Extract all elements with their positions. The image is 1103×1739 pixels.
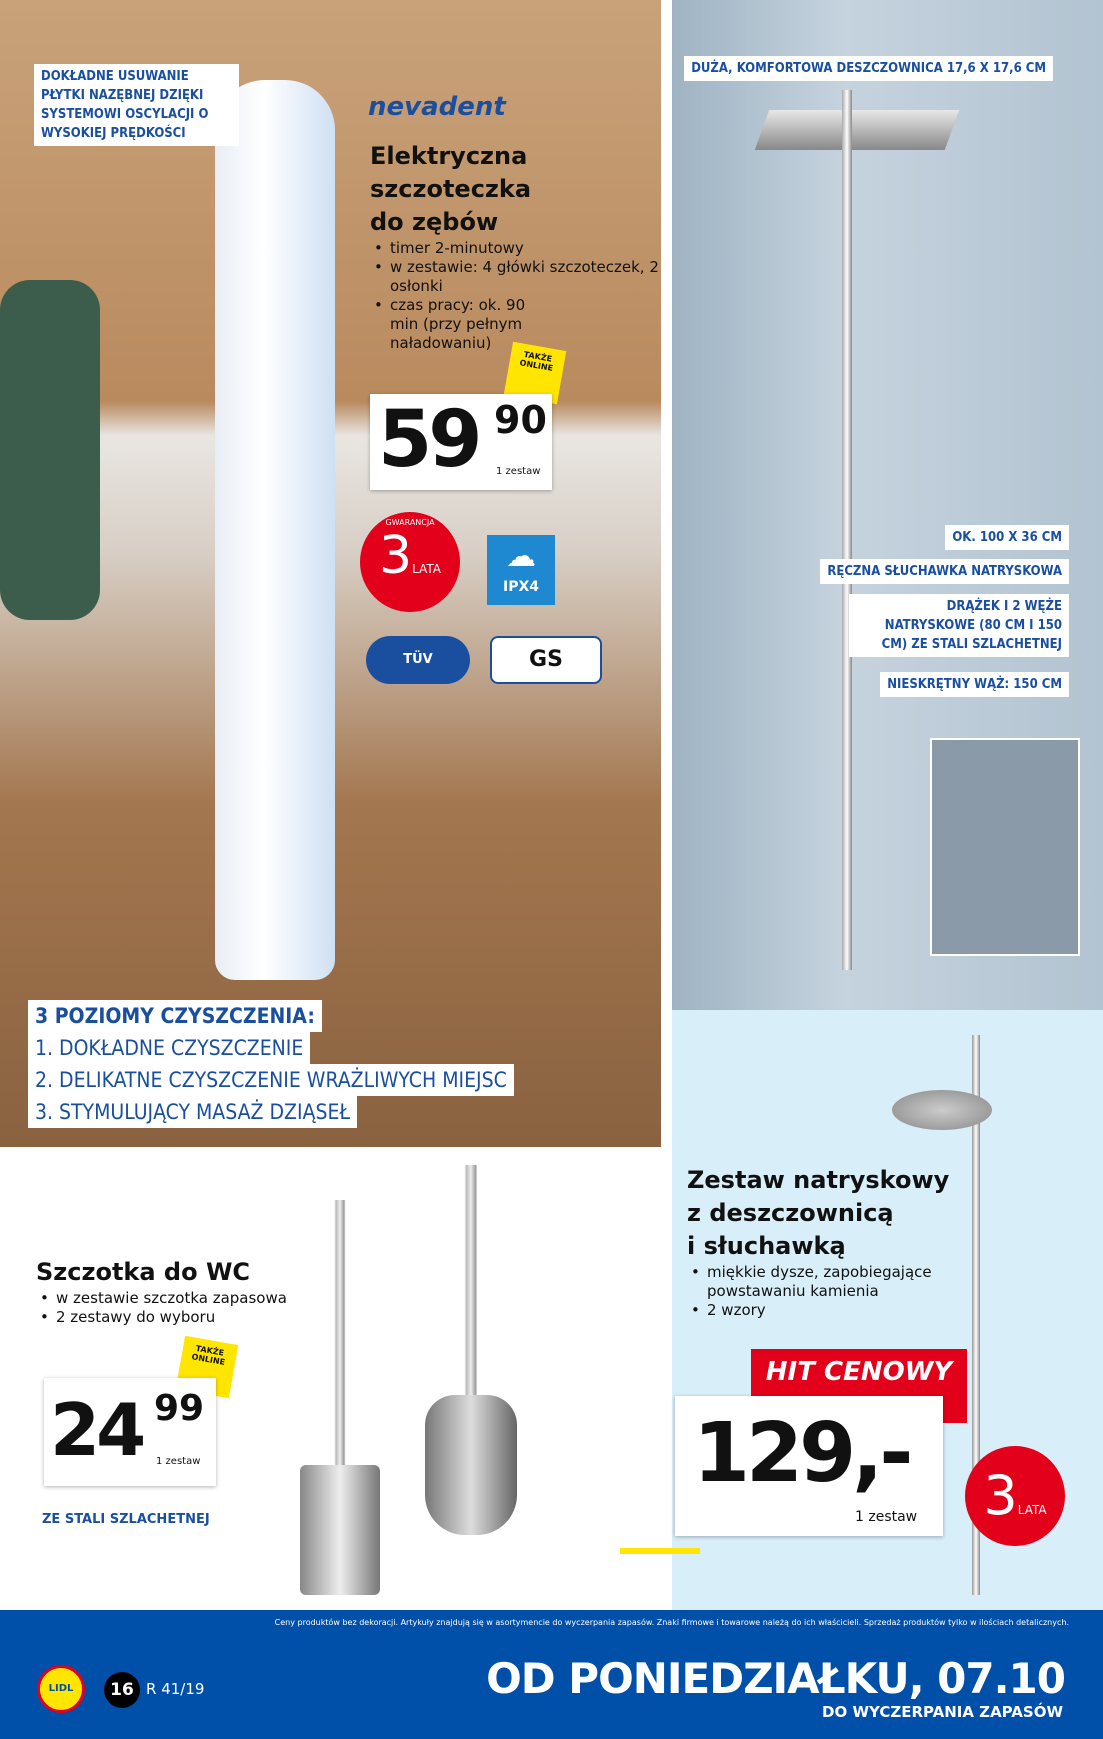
online-badge-wc[interactable]: TAKŻE ONLINE xyxy=(176,1336,239,1399)
tuv-cert: TÜV xyxy=(366,636,470,684)
offer-date-headline: OD PONIEDZIAŁKU, 07.10 xyxy=(486,1654,1065,1703)
wc-brush-info: Szczotka do WC • w zestawie szczotka zapasowa • 2 zestawy do wyboru xyxy=(36,1256,287,1327)
shower-price: 129,- 1 zestaw xyxy=(675,1396,943,1536)
wc-price: 24 99 1 zestaw xyxy=(44,1378,216,1486)
wc-brush-image-1 xyxy=(300,1200,380,1595)
disclaimer: Ceny produktów bez dekoracji. Artykuły znajdują się w asortymencie do wyczerpania zapasów. Znaki firmowe i towarowe należą do ich właścicieli. Sprzedaż produktów tylko w ilościach detalicznych. xyxy=(274,1618,1069,1627)
callout-size: OK. 100 X 36 CM xyxy=(945,525,1069,550)
shower-head-image xyxy=(755,110,960,150)
lidl-logo[interactable]: LIDL xyxy=(37,1665,85,1713)
yellow-accent-bar xyxy=(620,1548,700,1554)
shower-photo xyxy=(672,0,1103,1010)
offer-subline: DO WYCZERPANIA ZAPASÓW xyxy=(822,1703,1063,1721)
rain-head-image xyxy=(892,1090,992,1130)
toothbrush-price: 59 90 1 zestaw xyxy=(370,394,552,490)
ipx4-badge: ☁ IPX4 xyxy=(487,535,555,605)
shower-title: Zestaw natryskowy z deszczownicą i słuchawką • miękkie dysze, zapobiegające powstawaniu kamienia • 2 wzory xyxy=(687,1164,949,1320)
wc-brush-image-2 xyxy=(425,1165,517,1535)
toothbrush-features: • timer 2-minutowy • w zestawie: 4 główki szczoteczek, 2 osłonki • czas pracy: ok. 90 min (przy pełnym naładowaniu) xyxy=(370,239,660,353)
footer xyxy=(0,1610,1103,1739)
page-number: 16 xyxy=(104,1672,140,1708)
warranty-badge: GWARANCJA 3LATA xyxy=(360,512,460,612)
callout-hand-shower: RĘCZNA SŁUCHAWKA NATRYSKOWA xyxy=(820,559,1069,584)
nevadent-logo: nevadent xyxy=(368,92,506,122)
callout-rail-hoses: DRĄŻEK I 2 WĘŻE NATRYSKOWE (80 CM I 150 CM) ZE STALI SZLACHETNEJ xyxy=(849,594,1069,657)
issue-number: R 41/19 xyxy=(146,1680,205,1698)
online-badge[interactable]: TAKŻE ONLINE xyxy=(504,342,567,405)
toothbrush-callout: DOKŁADNE USUWANIE PŁYTKI NAZĘBNEJ DZIĘKI SYSTEMOWI OSCYLACJI O WYSOKIEJ PRĘDKOŚCI xyxy=(34,64,239,146)
toothbrush-title: Elektryczna szczoteczka do zębów • timer 2-minutowy • w zestawie: 4 główki szczoteczek, 2 osłonki • czas pracy: ok. 90 min (przy pełnym naładowaniu) xyxy=(370,140,660,353)
toothbrush-image xyxy=(215,80,335,980)
shower-warranty-badge: 3LATA xyxy=(965,1446,1065,1546)
wc-features: • w zestawie szczotka zapasowa • 2 zestawy do wyboru xyxy=(36,1289,287,1327)
gs-cert: GS xyxy=(490,636,602,684)
shower-inset-photo xyxy=(930,738,1080,956)
shower-features: • miękkie dysze, zapobiegające powstawaniu kamienia • 2 wzory xyxy=(687,1263,947,1320)
wc-material: ZE STALI SZLACHETNEJ xyxy=(42,1512,210,1527)
cleaning-levels: 3 POZIOMY CZYSZCZENIA: 1. DOKŁADNE CZYSZCZENIE 2. DELIKATNE CZYSZCZENIE WRAŻLIWYCH MIEJSC 3. STYMULUJĄCY MASAŻ DZIĄSEŁ xyxy=(28,1000,514,1128)
cloud-icon: ☁ xyxy=(506,539,536,574)
callout-hose: NIESKRĘTNY WĄŻ: 150 CM xyxy=(880,672,1069,697)
soap-bottle-image xyxy=(0,280,100,620)
callout-rain-shower: DUŻA, KOMFORTOWA DESZCZOWNICA 17,6 X 17,6 CM xyxy=(684,56,1053,81)
shower-rail xyxy=(842,90,852,970)
hit-cenowy-badge: HIT CENOWY xyxy=(751,1349,967,1423)
